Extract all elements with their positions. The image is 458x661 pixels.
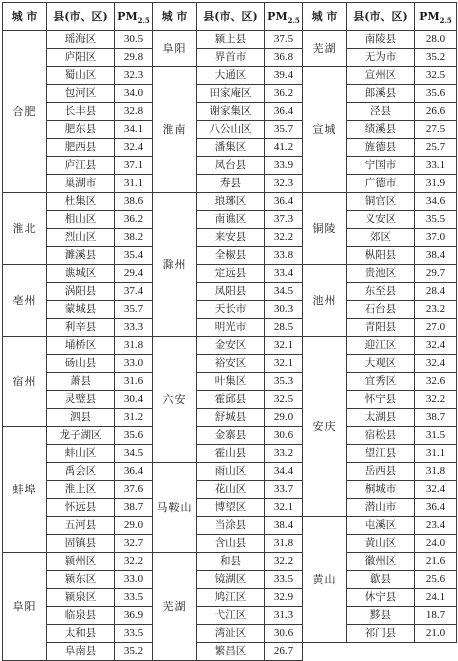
header-pm25 xyxy=(115,3,153,31)
pm25-value-cell: 34.6 xyxy=(415,193,457,211)
table-row xyxy=(3,67,457,85)
county-cell: 金安区 xyxy=(197,337,265,355)
county-cell: 来安县 xyxy=(197,229,265,247)
table-row xyxy=(3,643,457,661)
city-cell: 铜陵 xyxy=(303,193,347,265)
county-cell: 湾沚区 xyxy=(197,625,265,643)
table-row xyxy=(3,211,457,229)
county-cell: 潜山市 xyxy=(347,499,415,517)
pm25-value-cell: 33.5 xyxy=(115,625,153,643)
header-county: 县(市、区) xyxy=(197,3,265,31)
pm25-value-cell: 32.2 xyxy=(265,229,303,247)
pm25-value-cell: 37.5 xyxy=(265,31,303,49)
county-cell: 砀山县 xyxy=(47,355,115,373)
pm25-value-cell: 33.5 xyxy=(115,589,153,607)
county-cell: 广德市 xyxy=(347,175,415,193)
header-pm25 xyxy=(415,3,457,31)
pm25-value-cell: 30.3 xyxy=(265,301,303,319)
table-row xyxy=(3,175,457,193)
pm25-value-cell: 31.9 xyxy=(415,175,457,193)
county-cell: 青阳县 xyxy=(347,319,415,337)
table-row xyxy=(3,589,457,607)
county-cell: 相山区 xyxy=(47,211,115,229)
pm25-value-cell: 36.4 xyxy=(265,193,303,211)
table-row xyxy=(3,409,457,427)
pm25-value-cell: 32.3 xyxy=(265,175,303,193)
pm25-value-cell: 32.4 xyxy=(115,139,153,157)
county-cell: 蚌山区 xyxy=(47,445,115,463)
county-cell: 颍上县 xyxy=(197,31,265,49)
pm25-value-cell: 34.5 xyxy=(265,283,303,301)
county-cell: 旌德县 xyxy=(347,139,415,157)
pm25-value-cell: 33.4 xyxy=(265,265,303,283)
pm25-value-cell: 28.5 xyxy=(265,319,303,337)
county-cell: 和县 xyxy=(197,553,265,571)
pm25-value-cell: 38.2 xyxy=(115,229,153,247)
city-cell: 六安 xyxy=(153,337,197,463)
pm25-value-cell: 37.6 xyxy=(115,481,153,499)
pm25-value-cell: 30.6 xyxy=(265,427,303,445)
county-cell: 迎江区 xyxy=(347,337,415,355)
county-cell: 黟县 xyxy=(347,607,415,625)
pm25-value-cell: 34.0 xyxy=(115,85,153,103)
table-row xyxy=(3,229,457,247)
pm25-value-cell: 38.7 xyxy=(115,499,153,517)
county-cell: 颍泉区 xyxy=(47,589,115,607)
county-cell: 义安区 xyxy=(347,211,415,229)
pm25-value-cell: 37.4 xyxy=(115,283,153,301)
pm25-value-cell: 35.2 xyxy=(115,643,153,661)
county-cell: 固镇县 xyxy=(47,535,115,553)
pm25-value-cell: 34.5 xyxy=(115,445,153,463)
table-row xyxy=(3,607,457,625)
table-row xyxy=(3,337,457,355)
pm25-value-cell: 31.3 xyxy=(265,607,303,625)
county-cell: 泗县 xyxy=(47,409,115,427)
pm25-value-cell: 26.6 xyxy=(415,103,457,121)
pm25-value-cell: 32.6 xyxy=(415,373,457,391)
pm25-value-cell: 33.3 xyxy=(115,319,153,337)
county-cell: 谯城区 xyxy=(47,265,115,283)
pm25-value-cell: 39.4 xyxy=(265,67,303,85)
table-row xyxy=(3,265,457,283)
pm25-value-cell: 26.7 xyxy=(265,643,303,661)
city-cell: 芜湖 xyxy=(303,31,347,67)
county-cell: 太湖县 xyxy=(347,409,415,427)
county-cell: 徽州区 xyxy=(347,553,415,571)
county-cell: 临泉县 xyxy=(47,607,115,625)
county-cell: 桐城市 xyxy=(347,481,415,499)
pm25-value-cell: 32.3 xyxy=(115,67,153,85)
pm25-value-cell: 38.6 xyxy=(115,193,153,211)
county-cell: 谢家集区 xyxy=(197,103,265,121)
pm25-value-cell: 36.4 xyxy=(265,103,303,121)
county-cell: 禹会区 xyxy=(47,463,115,481)
pm25-value-cell: 32.1 xyxy=(265,337,303,355)
city-cell: 合肥 xyxy=(3,31,47,193)
pm25-value-cell: 18.7 xyxy=(415,607,457,625)
table-row xyxy=(3,139,457,157)
county-cell: 潘集区 xyxy=(197,139,265,157)
pm25-value-cell: 30.4 xyxy=(115,391,153,409)
pm25-value-cell: 37.1 xyxy=(115,157,153,175)
county-cell: 蒙城县 xyxy=(47,301,115,319)
pm25-value-cell: 35.4 xyxy=(115,247,153,265)
pm25-value-cell: 32.7 xyxy=(115,535,153,553)
table-row xyxy=(3,445,457,463)
county-cell: 博望区 xyxy=(197,499,265,517)
table-row xyxy=(3,31,457,49)
county-cell: 濉溪县 xyxy=(47,247,115,265)
county-cell: 颍东区 xyxy=(47,571,115,589)
county-cell: 泾县 xyxy=(347,103,415,121)
county-cell: 石台县 xyxy=(347,301,415,319)
pm25-value-cell: 41.2 xyxy=(265,139,303,157)
county-cell: 枞阳县 xyxy=(347,247,415,265)
pm25-value-cell: 31.8 xyxy=(265,535,303,553)
pm25-value-cell: 23.4 xyxy=(415,517,457,535)
pm25-value-cell: 29.8 xyxy=(115,49,153,67)
county-cell: 屯溪区 xyxy=(347,517,415,535)
table-row xyxy=(3,535,457,553)
pm25-value-cell: 31.8 xyxy=(115,337,153,355)
county-cell: 天长市 xyxy=(197,301,265,319)
county-cell: 雨山区 xyxy=(197,463,265,481)
header-pm-label: PM xyxy=(117,10,138,23)
county-cell: 八公山区 xyxy=(197,121,265,139)
city-cell: 淮南 xyxy=(153,67,197,193)
county-cell: 太和县 xyxy=(47,625,115,643)
pm25-value-cell: 31.1 xyxy=(115,175,153,193)
county-cell: 祁门县 xyxy=(347,625,415,643)
pm25-value-cell: 35.6 xyxy=(415,85,457,103)
pm25-value-cell: 24.1 xyxy=(415,589,457,607)
pm25-value-cell: 35.2 xyxy=(415,49,457,67)
pm25-value-cell: 36.4 xyxy=(115,463,153,481)
county-cell: 蜀山区 xyxy=(47,67,115,85)
county-cell: 凤阳县 xyxy=(197,283,265,301)
county-cell: 郎溪县 xyxy=(347,85,415,103)
county-cell: 霍邱县 xyxy=(197,391,265,409)
county-cell: 利辛县 xyxy=(47,319,115,337)
city-cell: 宣城 xyxy=(303,67,347,193)
table-row xyxy=(3,427,457,445)
city-cell: 芜湖 xyxy=(153,553,197,661)
city-cell: 阜阳 xyxy=(153,31,197,67)
county-cell: 繁昌区 xyxy=(197,643,265,661)
county-cell: 绩溪县 xyxy=(347,121,415,139)
pm25-value-cell: 21.0 xyxy=(415,625,457,643)
city-cell: 阜阳 xyxy=(3,553,47,661)
county-cell: 琅琊区 xyxy=(197,193,265,211)
pm25-value-cell: 36.2 xyxy=(265,85,303,103)
pm25-value-cell: 32.9 xyxy=(265,589,303,607)
city-cell: 宿州 xyxy=(3,337,47,427)
pm25-value-cell: 32.4 xyxy=(415,481,457,499)
city-cell: 池州 xyxy=(303,265,347,337)
county-cell: 宣州区 xyxy=(347,67,415,85)
pm25-value-cell: 25.7 xyxy=(415,139,457,157)
county-cell: 界首市 xyxy=(197,49,265,67)
table-row xyxy=(3,463,457,481)
county-cell: 郊区 xyxy=(347,229,415,247)
table-row xyxy=(3,103,457,121)
county-cell: 灵璧县 xyxy=(47,391,115,409)
pm25-value-cell: 23.2 xyxy=(415,301,457,319)
pm25-value-cell: 32.2 xyxy=(415,391,457,409)
county-cell: 南陵县 xyxy=(347,31,415,49)
pm25-value-cell: 32.2 xyxy=(265,553,303,571)
county-cell: 宁国市 xyxy=(347,157,415,175)
county-cell: 当涂县 xyxy=(197,517,265,535)
pm25-value-cell: 30.6 xyxy=(265,625,303,643)
pm25-value-cell: 33.0 xyxy=(115,355,153,373)
county-cell: 大观区 xyxy=(347,355,415,373)
pm25-value-cell: 32.4 xyxy=(415,355,457,373)
county-cell: 无为市 xyxy=(347,49,415,67)
pm25-value-cell: 28.4 xyxy=(415,283,457,301)
pm25-value-cell: 21.6 xyxy=(415,553,457,571)
table-row xyxy=(3,499,457,517)
header-city: 城 市 xyxy=(303,3,347,31)
header-row xyxy=(3,3,457,31)
table-row xyxy=(3,247,457,265)
county-cell: 镜湖区 xyxy=(197,571,265,589)
table-row xyxy=(3,193,457,211)
county-cell: 颍州区 xyxy=(47,553,115,571)
pm25-value-cell: 27.0 xyxy=(415,319,457,337)
pm25-value-cell: 32.1 xyxy=(265,355,303,373)
table-row xyxy=(3,319,457,337)
pm25-value-cell: 38.7 xyxy=(415,409,457,427)
county-cell: 含山县 xyxy=(197,535,265,553)
table-row xyxy=(3,391,457,409)
table-row xyxy=(3,301,457,319)
pm25-value-cell: 33.0 xyxy=(115,571,153,589)
pm25-value-cell: 25.6 xyxy=(415,571,457,589)
pm25-value-cell: 36.2 xyxy=(115,211,153,229)
pm25-value-cell: 37.3 xyxy=(265,211,303,229)
county-cell: 东至县 xyxy=(347,283,415,301)
county-cell: 大通区 xyxy=(197,67,265,85)
pm25-value-cell: 34.1 xyxy=(115,121,153,139)
table-row xyxy=(3,553,457,571)
county-cell: 叶集区 xyxy=(197,373,265,391)
pm25-value-cell: 36.8 xyxy=(265,49,303,67)
county-cell: 岳西县 xyxy=(347,463,415,481)
table-row xyxy=(3,355,457,373)
pm25-value-cell: 24.0 xyxy=(415,535,457,553)
county-cell: 庐阳区 xyxy=(47,49,115,67)
county-cell: 田家庵区 xyxy=(197,85,265,103)
county-cell: 杜集区 xyxy=(47,193,115,211)
county-cell: 肥东县 xyxy=(47,121,115,139)
city-cell: 黄山 xyxy=(303,517,347,643)
county-cell: 怀宁县 xyxy=(347,391,415,409)
header-pm-label: PM xyxy=(267,10,288,23)
pm25-value-cell: 35.7 xyxy=(115,301,153,319)
pm25-value-cell: 35.3 xyxy=(265,373,303,391)
county-cell: 埇桥区 xyxy=(47,337,115,355)
pm25-value-cell: 33.9 xyxy=(265,157,303,175)
city-cell: 安庆 xyxy=(303,337,347,517)
header-pm-subscript: 2.5 xyxy=(287,16,300,26)
county-cell: 花山区 xyxy=(197,481,265,499)
pm25-value-cell: 31.6 xyxy=(115,373,153,391)
pm25-value-cell: 33.2 xyxy=(265,445,303,463)
pm25-value-cell: 32.2 xyxy=(115,553,153,571)
table-row xyxy=(3,157,457,175)
pm25-value-cell: 29.7 xyxy=(415,265,457,283)
header-pm-subscript: 2.5 xyxy=(439,16,452,26)
city-cell: 马鞍山 xyxy=(153,463,197,553)
county-cell: 金寨县 xyxy=(197,427,265,445)
pm25-value-cell: 35.7 xyxy=(265,121,303,139)
county-cell: 淮上区 xyxy=(47,481,115,499)
pm25-value-cell: 27.5 xyxy=(415,121,457,139)
pm25-value-cell: 33.8 xyxy=(265,247,303,265)
county-cell: 望江县 xyxy=(347,445,415,463)
table-row xyxy=(3,517,457,535)
county-cell: 五河县 xyxy=(47,517,115,535)
pm25-value-cell: 37.0 xyxy=(415,229,457,247)
pm25-value-cell: 33.7 xyxy=(265,481,303,499)
city-cell: 蚌埠 xyxy=(3,427,47,553)
county-cell: 舒城县 xyxy=(197,409,265,427)
header-pm-subscript: 2.5 xyxy=(137,16,150,26)
pm25-value-cell: 33.1 xyxy=(415,157,457,175)
county-cell: 巢湖市 xyxy=(47,175,115,193)
pm25-value-cell: 29.0 xyxy=(265,409,303,427)
pm25-table-container xyxy=(2,2,456,657)
pm25-value-cell: 31.5 xyxy=(415,427,457,445)
pm25-value-cell: 30.5 xyxy=(115,31,153,49)
county-cell: 铜官区 xyxy=(347,193,415,211)
pm25-table xyxy=(2,2,457,661)
county-cell: 萧县 xyxy=(47,373,115,391)
header-city: 城 市 xyxy=(3,3,47,31)
city-cell: 亳州 xyxy=(3,265,47,337)
table-body xyxy=(3,31,457,661)
pm25-value-cell: 34.4 xyxy=(265,463,303,481)
county-cell: 涡阳县 xyxy=(47,283,115,301)
county-cell: 宜秀区 xyxy=(347,373,415,391)
table-row xyxy=(3,571,457,589)
county-cell: 怀远县 xyxy=(47,499,115,517)
county-cell: 凤台县 xyxy=(197,157,265,175)
table-row xyxy=(3,625,457,643)
pm25-value-cell: 33.5 xyxy=(265,571,303,589)
county-cell: 裕安区 xyxy=(197,355,265,373)
county-cell: 宿松县 xyxy=(347,427,415,445)
header-county: 县(市、区) xyxy=(347,3,415,31)
pm25-value-cell: 29.4 xyxy=(115,265,153,283)
table-row xyxy=(3,481,457,499)
table-row xyxy=(3,49,457,67)
city-cell: 淮北 xyxy=(3,193,47,265)
pm25-value-cell: 31.1 xyxy=(415,445,457,463)
table-row xyxy=(3,121,457,139)
pm25-value-cell: 32.4 xyxy=(415,337,457,355)
header-county: 县(市、区) xyxy=(47,3,115,31)
table-row xyxy=(3,373,457,391)
county-cell: 烈山区 xyxy=(47,229,115,247)
county-cell: 肥西县 xyxy=(47,139,115,157)
county-cell: 龙子湖区 xyxy=(47,427,115,445)
county-cell: 阜南县 xyxy=(47,643,115,661)
pm25-value-cell: 32.5 xyxy=(415,67,457,85)
county-cell: 明光市 xyxy=(197,319,265,337)
pm25-value-cell: 35.5 xyxy=(415,211,457,229)
county-cell: 全椒县 xyxy=(197,247,265,265)
header-pm-label: PM xyxy=(419,10,440,23)
pm25-value-cell: 38.4 xyxy=(415,247,457,265)
county-cell: 歙县 xyxy=(347,571,415,589)
county-cell: 弋江区 xyxy=(197,607,265,625)
county-cell: 贵池区 xyxy=(347,265,415,283)
table-row xyxy=(3,283,457,301)
county-cell: 黄山区 xyxy=(347,535,415,553)
pm25-value-cell: 36.4 xyxy=(415,499,457,517)
pm25-value-cell: 38.4 xyxy=(265,517,303,535)
pm25-value-cell: 32.8 xyxy=(115,103,153,121)
pm25-value-cell: 36.9 xyxy=(115,607,153,625)
county-cell: 南谯区 xyxy=(197,211,265,229)
pm25-value-cell: 32.5 xyxy=(265,391,303,409)
county-cell: 瑶海区 xyxy=(47,31,115,49)
pm25-value-cell: 31.2 xyxy=(115,409,153,427)
county-cell: 长丰县 xyxy=(47,103,115,121)
pm25-value-cell: 31.8 xyxy=(415,463,457,481)
county-cell: 鸠江区 xyxy=(197,589,265,607)
header-city: 城 市 xyxy=(153,3,197,31)
county-cell: 包河区 xyxy=(47,85,115,103)
county-cell: 休宁县 xyxy=(347,589,415,607)
pm25-value-cell: 29.0 xyxy=(115,517,153,535)
pm25-value-cell: 32.1 xyxy=(265,499,303,517)
county-cell: 定远县 xyxy=(197,265,265,283)
county-cell: 霍山县 xyxy=(197,445,265,463)
table-row xyxy=(3,85,457,103)
city-cell: 滁州 xyxy=(153,193,197,337)
county-cell: 庐江县 xyxy=(47,157,115,175)
county-cell: 寿县 xyxy=(197,175,265,193)
pm25-value-cell: 28.0 xyxy=(415,31,457,49)
header-pm25 xyxy=(265,3,303,31)
pm25-value-cell: 35.6 xyxy=(115,427,153,445)
